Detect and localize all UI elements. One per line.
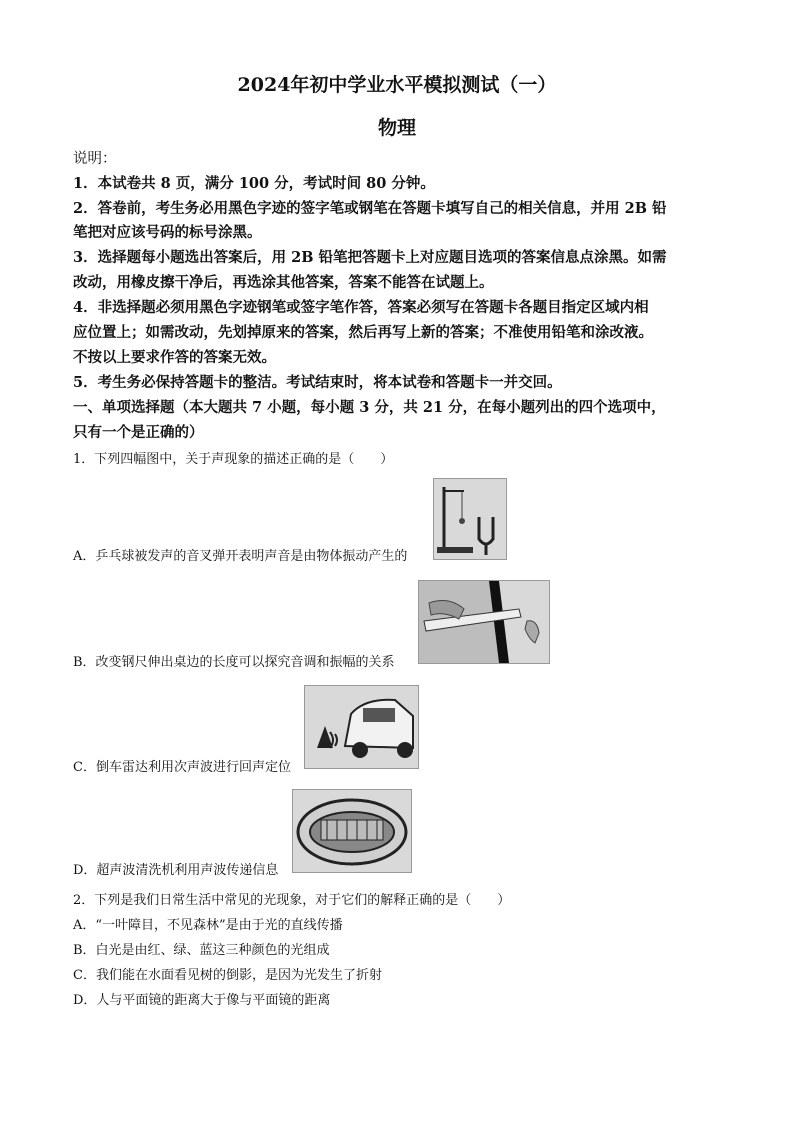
q2-option-a: A．“一叶障目，不见森林”是由于光的直线传播 xyxy=(73,918,343,933)
note-line: 1．本试卷共 8 页，满分 100 分，考试时间 80 分钟。 xyxy=(73,175,435,192)
q2-option-c: C．我们能在水面看见树的倒影，是因为光发生了折射 xyxy=(73,968,382,983)
steel-ruler-figure xyxy=(418,580,550,664)
q2-option-b: B．白光是由红、绿、蓝这三种颜色的光组成 xyxy=(73,943,330,958)
note-line: 改动，用橡皮擦干净后，再选涂其他答案，答案不能答在试题上。 xyxy=(73,274,494,291)
note-line: 2．答卷前，考生务必用黑色字迹的签字笔或钢笔在答题卡填写自己的相关信息，并用 2B 铅 xyxy=(73,200,667,217)
subject-title: 物理 xyxy=(377,117,416,139)
note-line: 5．考生务必保持答题卡的整洁。考试结束时，将本试卷和答题卡一并交回。 xyxy=(73,374,562,391)
note-line: 4．非选择题必须用黑色字迹钢笔或签字笔作答，答案必须写在答题卡各题目指定区域内相 xyxy=(73,299,649,316)
note-line: 3．选择题每小题选出答案后，用 2B 铅笔把答题卡上对应题目选项的答案信息点涂黑。如需 xyxy=(73,249,667,266)
section-heading: 一、单项选择题（本大题共 7 小题，每小题 3 分，共 21 分，在每小题列出的四个选项中， xyxy=(73,399,666,416)
exam-title: 2024年初中学业水平模拟测试（一） xyxy=(237,74,557,96)
tuning-fork-figure xyxy=(433,478,507,560)
notes-heading: 说明： xyxy=(73,151,117,167)
section-heading: 只有一个是正确的） xyxy=(73,424,204,441)
question-2-stem: 2．下列是我们日常生活中常见的光现象，对于它们的解释正确的是（ ） xyxy=(73,893,511,908)
q2-option-d: D．人与平面镜的距离大于像与平面镜的距离 xyxy=(73,993,331,1008)
question-1-stem: 1．下列四幅图中，关于声现象的描述正确的是（ ） xyxy=(73,452,394,467)
ultrasonic-cleaner-figure xyxy=(292,789,412,873)
q1-option-a: A．乒乓球被发声的音叉弹开表明声音是由物体振动产生的 xyxy=(73,549,408,564)
note-line: 笔把对应该号码的标号涂黑。 xyxy=(73,224,262,241)
note-line: 不按以上要求作答的答案无效。 xyxy=(73,349,276,366)
q1-option-d: D．超声波清洗机利用声波传递信息 xyxy=(73,863,279,878)
q1-option-c: C．倒车雷达利用次声波进行回声定位 xyxy=(73,760,291,775)
note-line: 应位置上；如需改动，先划掉原来的答案，然后再写上新的答案；不准使用铅笔和涂改液。 xyxy=(73,324,653,341)
parking-radar-figure xyxy=(304,685,419,769)
q1-option-b: B．改变钢尺伸出桌边的长度可以探究音调和振幅的关系 xyxy=(73,655,395,670)
